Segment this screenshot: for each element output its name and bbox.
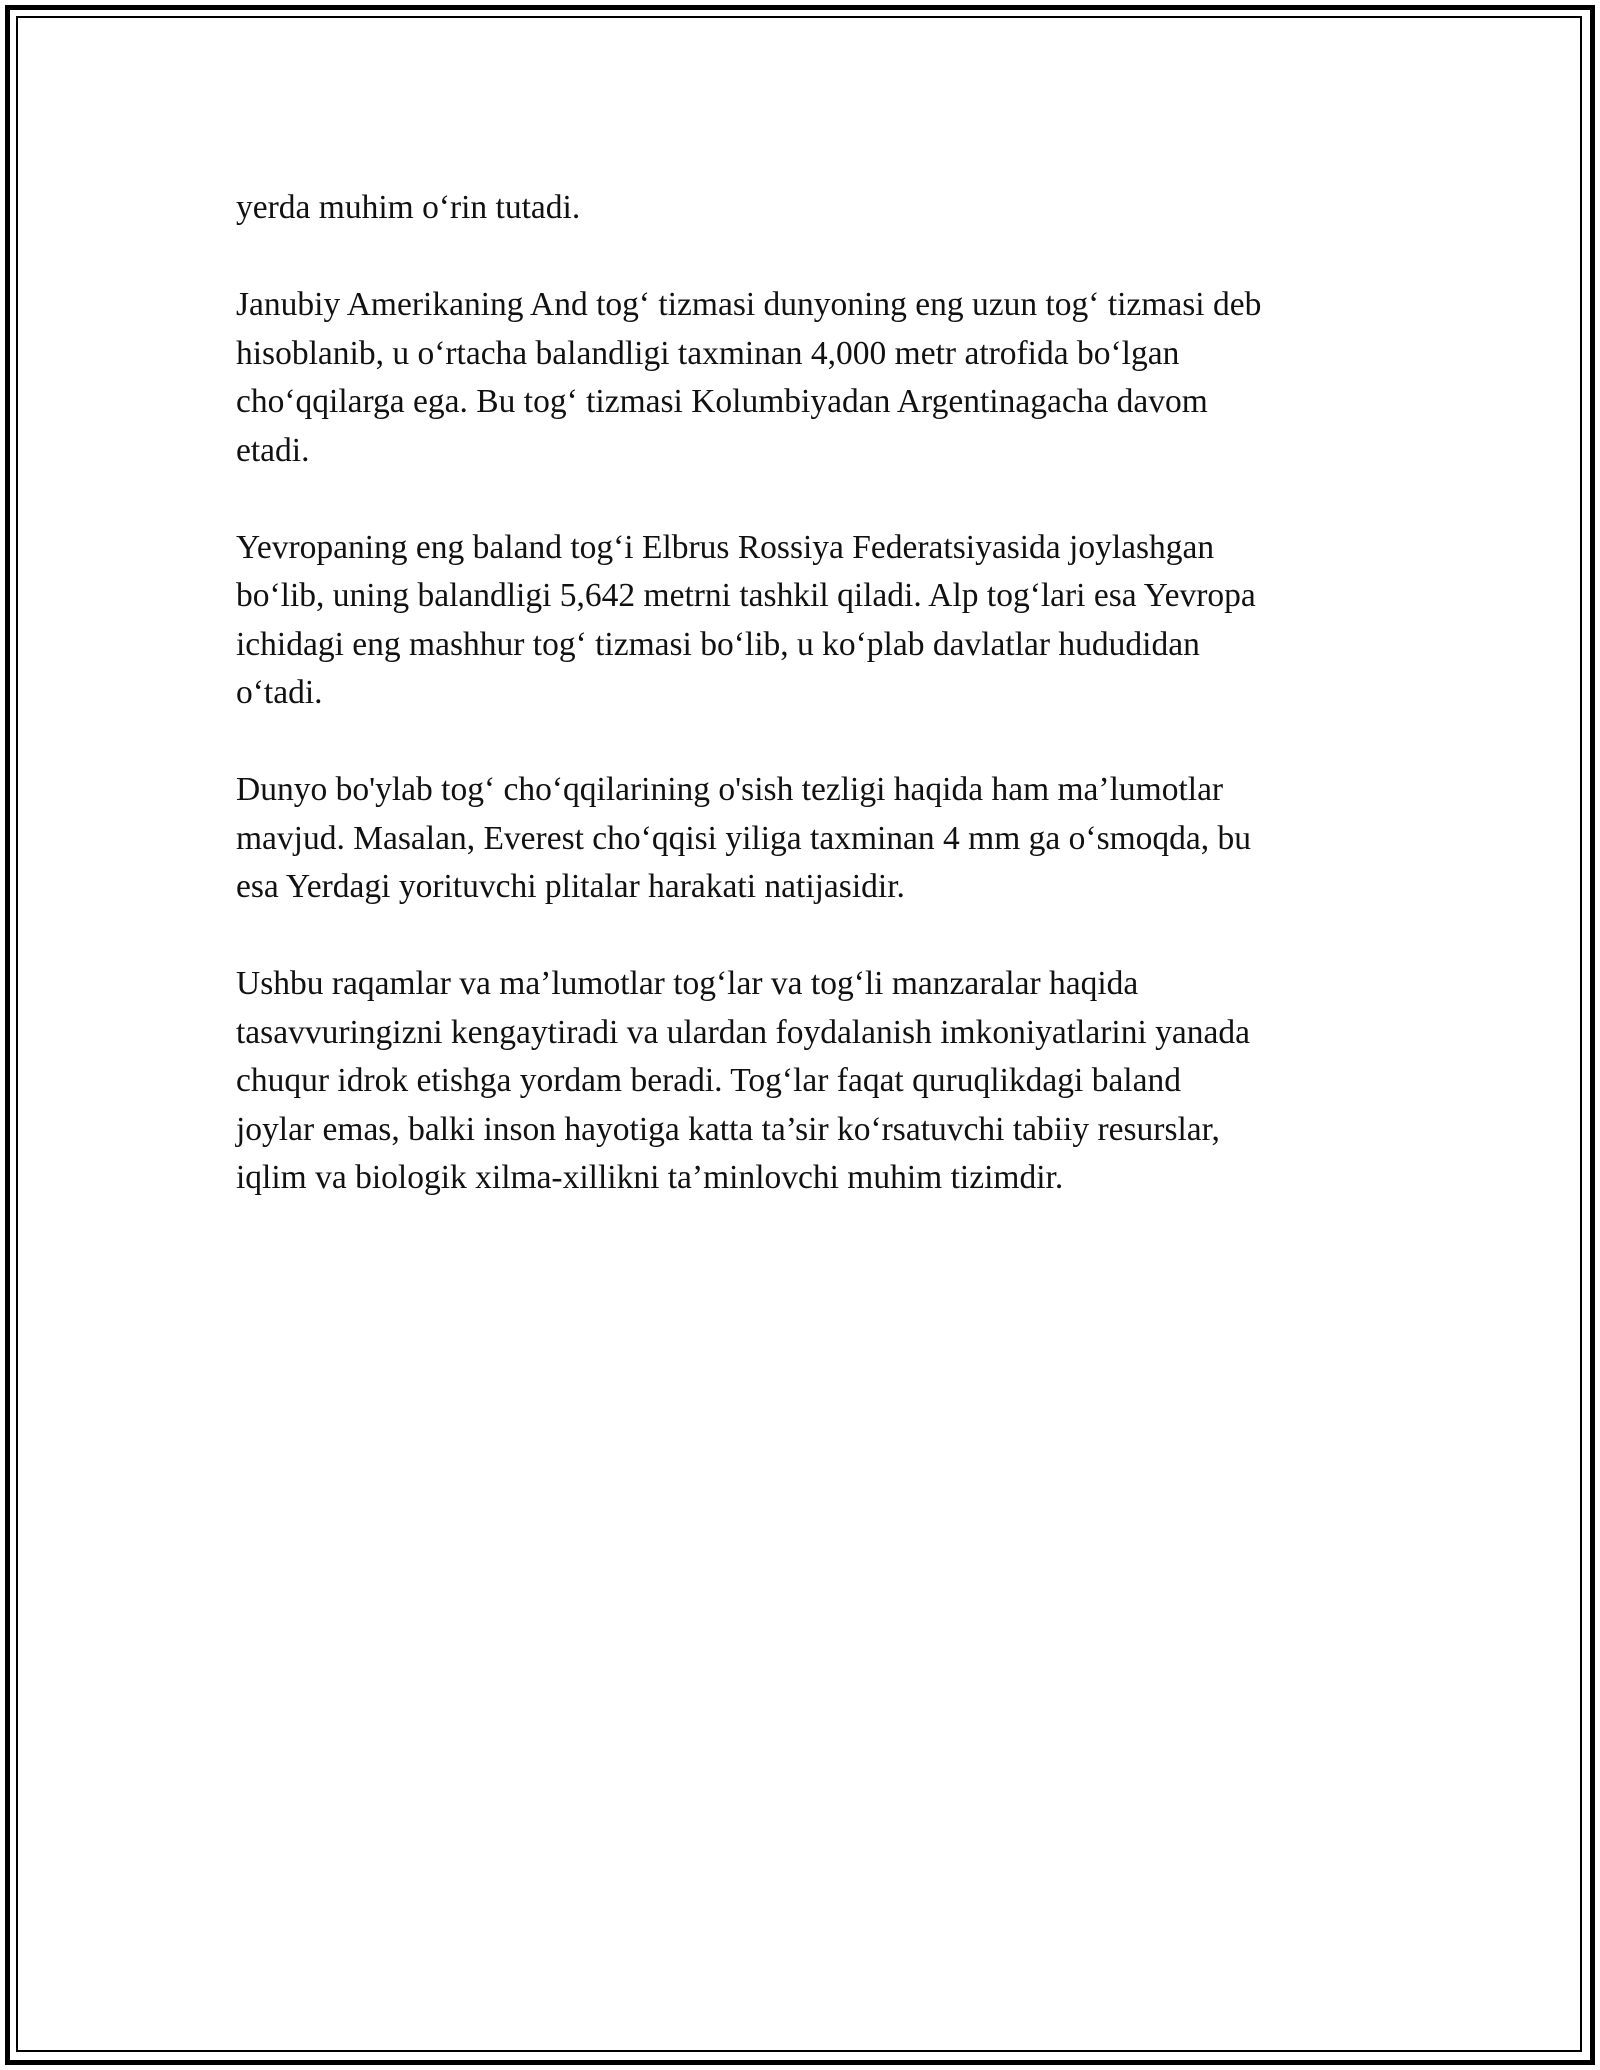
text-line: joylar emas, balki inson hayotiga katta ta’sir ko‘rsatuvchi tabiiy resurslar, [236,1110,1220,1148]
text-line: etadi. [236,431,310,469]
text-line: iqlim va biologik xilma-xillikni ta’minlovchi muhim tizimdir. [236,1159,1064,1196]
paragraph-4 [236,766,1376,912]
text-line: Yevropaning eng baland tog‘i Elbrus Rossiya Federatsiyasida joylashgan [236,528,1215,566]
paragraph-2 [236,281,1376,475]
text-line: chuqur idrok etishga yordam beradi. Tog‘lar faqat quruqlikdagi baland [236,1062,1181,1099]
text-line: yerda muhim o‘rin tutadi. [236,189,581,226]
paragraph-3 [236,524,1376,718]
document-body [236,184,1376,1251]
paragraph-5 [236,960,1376,1203]
text-line: Ushbu raqamlar va ma’lumotlar tog‘lar va tog‘li manzaralar haqida [236,965,1139,1002]
text-line: hisoblanib, u o‘rtacha balandligi taxminan 4,000 metr atrofida bo‘lgan [236,334,1180,372]
text-line: cho‘qqilarga ega. Bu tog‘ tizmasi Kolumbiyadan Argentinagacha davom [236,383,1208,420]
text-line: ichidagi eng mashhur tog‘ tizmasi bo‘lib, u ko‘plab davlatlar hududidan [236,625,1200,663]
text-line: o‘tadi. [236,674,323,711]
text-line: mavjud. Masalan, Everest cho‘qqisi yiliga taxminan 4 mm ga o‘smoqda, bu [236,819,1252,857]
text-line: Dunyo bo'ylab tog‘ cho‘qqilarining o'sish tezligi haqida ham ma’lumotlar [236,771,1224,808]
paragraph-1 [236,184,1376,233]
text-line: Janubiy Amerikaning And tog‘ tizmasi dunyoning eng uzun tog‘ tizmasi deb [236,286,1262,323]
text-line: tasavvuringizni kengaytiradi va ulardan foydalanish imkoniyatlarini yanada [236,1013,1250,1051]
text-line: esa Yerdagi yorituvchi plitalar harakati natijasidir. [236,868,905,905]
text-line: bo‘lib, uning balandligi 5,642 metrni tashkil qiladi. Alp tog‘lari esa Yevropa [236,577,1256,614]
